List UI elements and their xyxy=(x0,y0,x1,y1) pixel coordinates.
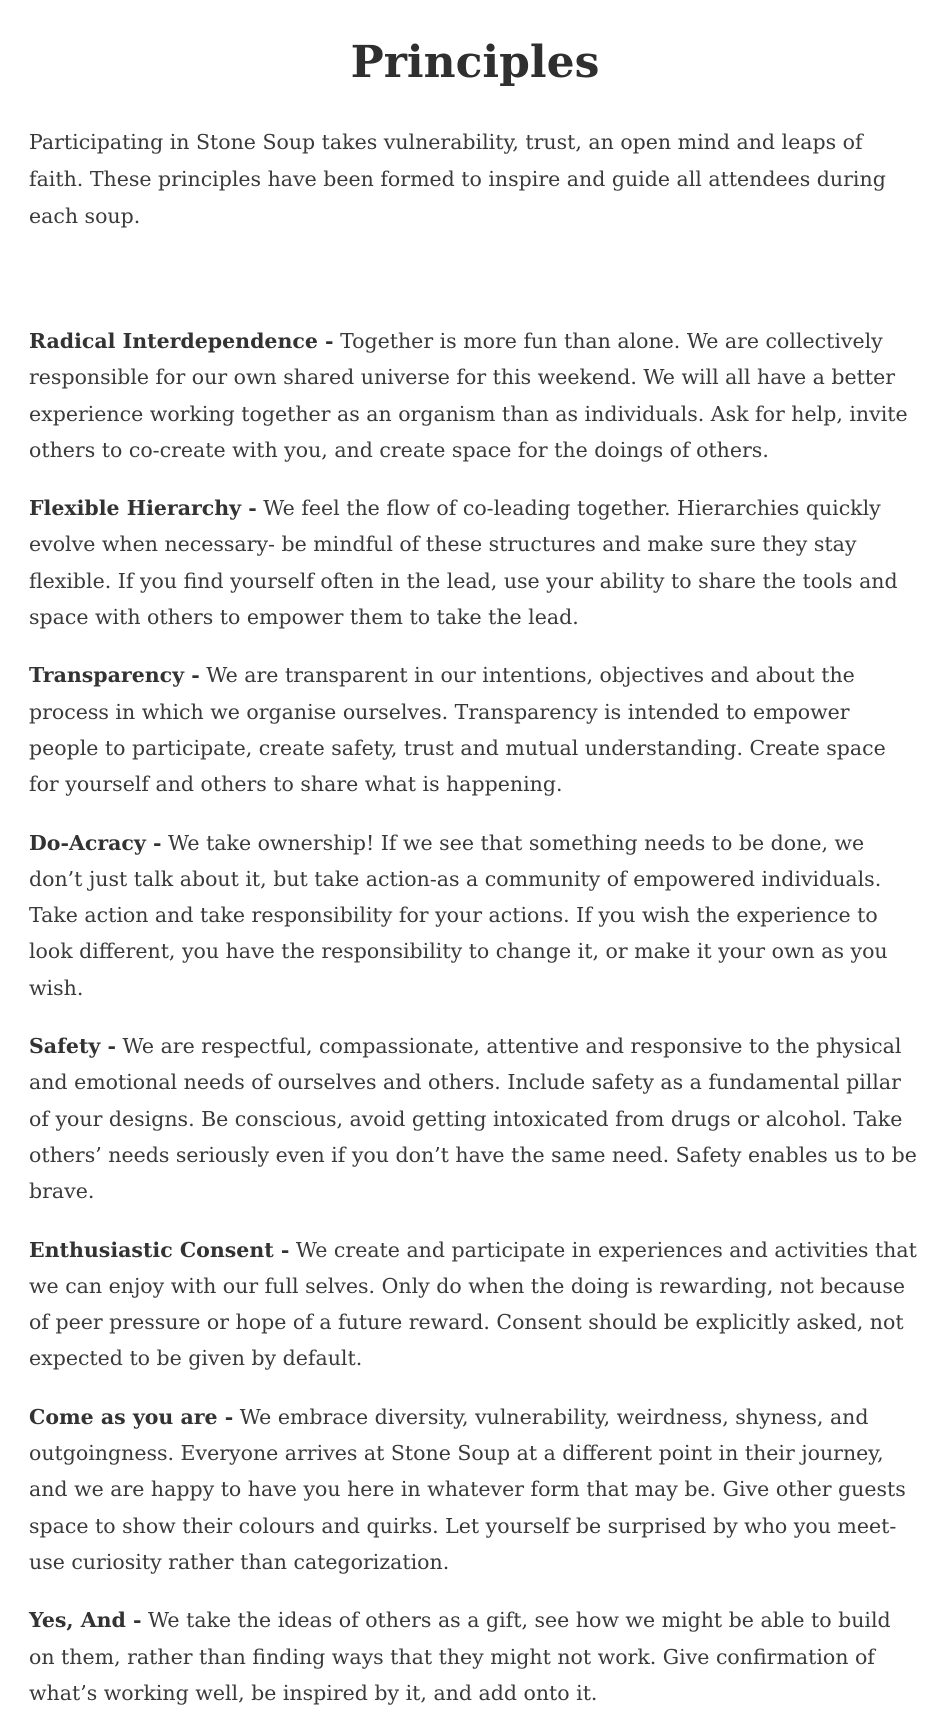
principle-text: We embrace diversity, vulnerability, weirdness, shyness, and outgoingness. Everyone arrives at Stone Soup at a different point in their journey, and we are happy to have you here in whatever form that may be. Give other guests space to show their colours and quirks. Let yourself be surprised by who you meet- use curiosity rather than categorization. xyxy=(29,1404,906,1574)
principle-text: We are transparent in our intentions, objectives and about the process in which we organise ourselves. Transparency is intended to empower people to participate, create safety, trust and mutual understanding. Create space for yourself and others to share what is happening. xyxy=(29,663,886,797)
principle-safety xyxy=(29,1028,921,1209)
principle-text: We take the ideas of others as a gift, see how we might be able to build on them, rather than finding ways that they might not work. Give confirmation of what’s working well, be inspired by it, and add onto it. xyxy=(29,1608,891,1705)
principle-flexible-hierarchy xyxy=(29,490,921,635)
principle-enthusiastic-consent xyxy=(29,1232,921,1377)
principle-text: We create and participate in experiences and activities that we can enjoy with our full selves. Only do when the doing is rewarding, not because of peer pressure or hope of a future reward. Consent should be explicitly asked, not expected to be given by default. xyxy=(29,1237,917,1371)
principle-term: Enthusiastic Consent - xyxy=(29,1237,290,1262)
principle-term: Come as you are - xyxy=(29,1404,234,1429)
principle-do-acracy xyxy=(29,825,921,1006)
principle-term: Radical Interdependence - xyxy=(29,329,334,353)
principle-term: Flexible Hierarchy - xyxy=(29,496,257,521)
principle-term: Do-Acracy - xyxy=(29,830,162,855)
principle-term: Safety - xyxy=(29,1034,116,1059)
principle-transparency xyxy=(29,657,921,802)
principle-yes-and xyxy=(29,1602,921,1711)
principle-radical-interdependence xyxy=(29,323,921,468)
intro-paragraph: Participating in Stone Soup takes vulnerability, trust, an open mind and leaps of faith. These principles have been formed to inspire and guide all attendees during each soup. xyxy=(29,130,886,228)
principle-term: Transparency - xyxy=(29,663,200,688)
principle-text: We are respectful, compassionate, attentive and responsive to the physical and emotional needs of ourselves and others. Include safety as a fundamental pillar of your designs. Be conscious, avoid getting intoxicated from drugs or alcohol. Take others’ needs seriously even if you don’t have the same need. Safety enables us to be brave. xyxy=(29,1034,917,1204)
principle-come-as-you-are xyxy=(29,1399,921,1580)
principle-text: We feel the flow of co-leading together. Hierarchies quickly evolve when necessary- be mindful of these structures and make sure they stay flexible. If you find yourself often in the lead, use your ability to share the tools and space with others to empower them to take the lead. xyxy=(29,496,898,630)
principle-text: We take ownership! If we see that something needs to be done, we don’t just talk about it, but take action-as a community of empowered individuals. Take action and take responsibility for your actions. If you wish the experience to look different, you have the responsibility to change it, or make it your own as you wish. xyxy=(29,830,888,1000)
principles-list xyxy=(29,323,921,1711)
page-title: Principles xyxy=(350,37,600,88)
principle-term: Yes, And - xyxy=(29,1608,142,1633)
principle-text: Together is more fun than alone. We are collectively responsible for our own shared universe for this weekend. We will all have a better experience working together as an organism than as individuals. Ask for help, invite others to co-create with you, and create space for the doings of others. xyxy=(29,329,908,462)
